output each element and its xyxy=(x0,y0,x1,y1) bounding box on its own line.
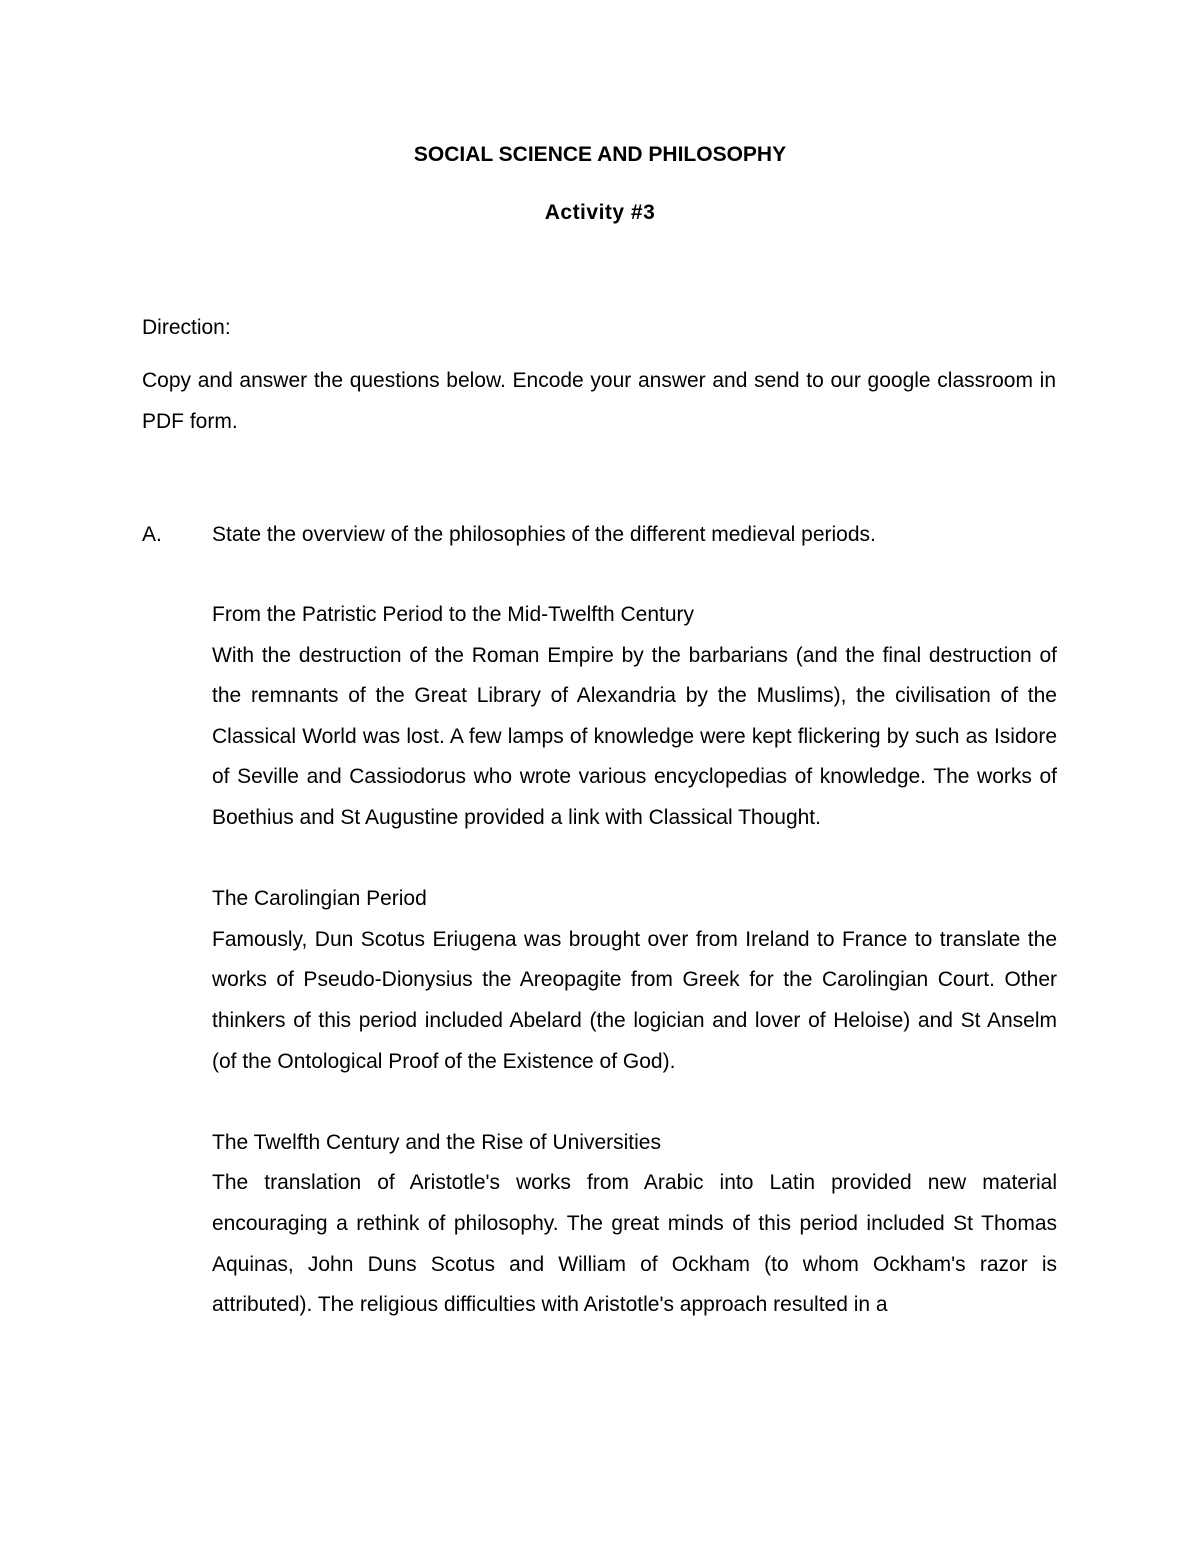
section-body: The translation of Aristotle's works from Arabic into Latin provided new material encouraging a rethink of philosophy. The great minds of this period included St Thomas Aquinas, John Duns Scotus and William of Ockham (to whom Ockham's razor is attributed). The religious difficulties with Aristotle's approach resulted in a xyxy=(212,1171,1057,1317)
question-a xyxy=(142,515,1056,556)
question-marker: A. xyxy=(142,523,162,546)
section-body: Famously, Dun Scotus Eriugena was brought over from Ireland to France to translate the works of Pseudo-Dionysius the Areopagite from Greek for the Carolingian Court. Other thinkers of this period included Abelard (the logician and lover of Heloise) and St Anselm (of the Ontological Proof of the Existence of God). xyxy=(212,927,1057,1073)
section-heading: The Twelfth Century and the Rise of Universities xyxy=(212,1130,661,1154)
section-carolingian xyxy=(212,879,1057,1082)
section-body: With the destruction of the Roman Empire by the barbarians (and the final destruction of the remnants of the Great Library of Alexandria by the Muslims), the civilisation of the Classical World was lost. A few lamps of knowledge were kept flickering by such as Isidore of Seville and Cassiodorus who wrote various encyclopedias of knowledge. The works of Boethius and St Augustine provided a link with Classical Thought. xyxy=(212,643,1057,829)
question-text: State the overview of the philosophies of the different medieval periods. xyxy=(212,523,876,546)
document-title: SOCIAL SCIENCE AND PHILOSOPHY xyxy=(413,143,787,166)
direction-text: Copy and answer the questions below. Encode your answer and send to our google classroom in PDF form. xyxy=(142,369,1056,433)
section-patristic xyxy=(212,595,1057,839)
activity-subtitle: Activity #3 xyxy=(544,201,656,224)
section-heading: From the Patristic Period to the Mid-Twelfth Century xyxy=(212,603,695,626)
direction-label: Direction: xyxy=(142,316,231,339)
section-twelfth-century xyxy=(212,1123,1057,1326)
answer-sections xyxy=(212,595,1057,1366)
section-heading: The Carolingian Period xyxy=(212,887,427,911)
